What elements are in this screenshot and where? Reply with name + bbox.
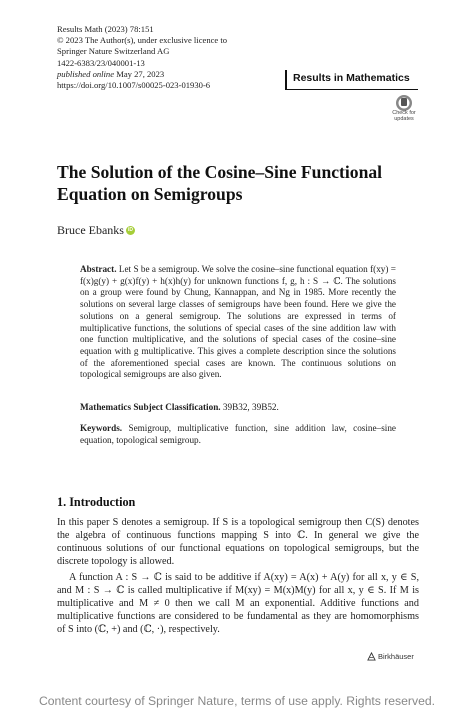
article-metadata — [57, 24, 227, 91]
journal-banner — [285, 70, 418, 90]
author-name[interactable]: Bruce Ebanks — [57, 223, 124, 237]
keywords-label: Keywords. — [80, 423, 123, 433]
birkhauser-icon — [367, 652, 376, 661]
intro-paragraph-2: A function A : S → ℂ is said to be additive if A(xy) = A(x) + A(y) for all x, y ∈ S, and M : S → ℂ is called multiplicative if M(xy) = M(x)M(y) for all x, y ∈ S. If M is multiplicative and M ≠ 0 then we call M an exponential. Additive functions and multiplicative functions are considered to be fundamental as they are homomorphisms of S into (ℂ, +) and (ℂ, ·), respectively. — [57, 572, 419, 635]
abstract — [80, 264, 396, 381]
journal-name: Results in Mathematics — [293, 72, 410, 84]
check-label-line1: Check for — [392, 110, 416, 116]
publisher-name: Birkhäuser — [378, 652, 414, 661]
intro-paragraph-1: In this paper S denotes a semigroup. If S is a topological semigroup then C(S) denotes the algebra of continuous functions mapping S into ℂ. In general we give the continuous solutions of our functional equations on topological semigroups, but the discrete topology is allowed. — [57, 517, 419, 567]
section-heading: 1. Introduction — [57, 495, 136, 509]
licensee-line: Springer Nature Switzerland AG — [57, 46, 170, 57]
citation-line: Results Math (2023) 78:151 — [57, 24, 154, 34]
msc-text: 39B32, 39B52. — [220, 402, 279, 412]
publisher-logo — [367, 652, 414, 661]
orcid-icon[interactable]: iD — [127, 227, 133, 233]
published-date: May 27, 2023 — [114, 68, 165, 79]
published-line — [57, 69, 227, 80]
published-label: published online — [57, 68, 115, 79]
courtesy-footer: Content courtesy of Springer Nature, terms of use apply. Rights reserved. — [38, 694, 436, 708]
check-label-line2: updates — [394, 116, 414, 122]
paper-title: The Solution of the Cosine–Sine Functional Equation on Semigroups — [57, 162, 383, 204]
msc-classification — [80, 402, 396, 414]
check-for-updates-label[interactable] — [384, 110, 424, 122]
author-line — [57, 223, 135, 238]
keywords-text: Semigroup, multiplicative function, sine addition law, cosine–sine equation, topological semigroup. — [80, 423, 396, 445]
doi-link[interactable]: https://doi.org/10.1007/s00025-023-01930-6 — [57, 80, 211, 91]
keywords — [80, 423, 396, 446]
issn-line: 1422-6383/23/040001-13 — [57, 57, 145, 68]
msc-label: Mathematics Subject Classification. — [80, 402, 221, 412]
abstract-text: Let S be a semigroup. We solve the cosine–sine functional equation f(xy) = f(x)g(y) + g(x)f(y) + h(x)h(y) for unknown functions f, g, h : S → ℂ. The solutions on a group were found by Chung, Kannappan, and Ng in 1985. More recently the solutions on several large classes of semigroups have been found. Here we give the solutions on a general semigroup. The solutions are expressed in terms of multiplicative functions, the solutions of special cases of the sine addition law with one function multiplicative, and the solutions of special cases of the cosine–sine equation with g multiplicative. This gives a complete description since the solutions of the aforementioned special cases are known. The continuous solutions on topological semigroups are also given. — [80, 264, 396, 380]
copyright-line: © 2023 The Author(s), under exclusive licence to — [57, 35, 228, 46]
abstract-label: Abstract. — [80, 264, 117, 274]
